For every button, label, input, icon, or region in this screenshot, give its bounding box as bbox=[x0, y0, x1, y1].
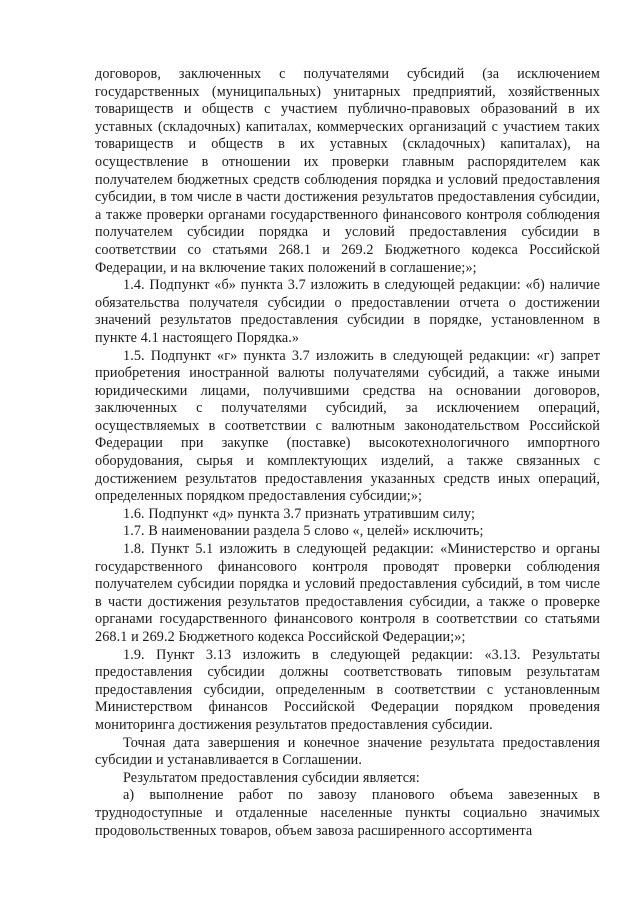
paragraph-continuation: договоров, заключенных с получателями субсидий (за исключением государственных (муниципальных) унитарных предприятий, хозяйственных товариществ и обществ с участием публично-правовых образований в их уставных (складочных) капиталах, коммерческих организаций с участием таких товариществ и обществ в их уставных (складочных) капиталах), на осуществление в отношении их проверки главным распорядителем как получателем бюджетных средств соблюдения порядка и условий предоставления субсидии, в том числе в части достижения результатов предоставления субсидии, а также проверки органами государственного финансового контроля соблюдения получателем субсидии порядка и условий предоставления субсидии в соответствии со статьями 268.1 и 269.2 Бюджетного кодекса Российской Федерации, и на включение таких положений в соглашение;»; bbox=[95, 66, 600, 276]
paragraph-completion-date: Точная дата завершения и конечное значение результата предоставления субсидии и устанавливается в Соглашении. bbox=[95, 734, 600, 769]
paragraph-1-6: 1.6. Подпункт «д» пункта 3.7 признать утратившим силу; bbox=[123, 505, 476, 522]
paragraph-1-9: 1.9. Пункт 3.13 изложить в следующей редакции: «3.13. Результаты предоставления субсидии должны соответствовать типовым результатам предоставления субсидии, определенным в соответствии с установленным Министерством финансов Российской Федерации порядком проведения мониторинга достижения результатов предоставления субсидии. bbox=[95, 646, 600, 733]
paragraph-result-intro: Результатом предоставления субсидии является: bbox=[123, 769, 420, 786]
paragraph-result-a: а) выполнение работ по завозу планового объема завезенных в труднодоступные и отдаленные населенные пункты социально значимых продовольственных товаров, объем завоза расширенного ассортимента bbox=[95, 787, 600, 839]
paragraph-1-8: 1.8. Пункт 5.1 изложить в следующей редакции: «Министерство и органы государственного финансового контроля проводят проверки соблюдения получателем субсидии порядка и условий предоставления субсидий, в том числе в части достижения результатов предоставления субсидии, а также о проверке органами государственного финансового контроля в соответствии со статьями 268.1 и 269.2 Бюджетного кодекса Российской Федерации;»; bbox=[95, 541, 600, 645]
paragraph-1-5: 1.5. Подпункт «г» пункта 3.7 изложить в следующей редакции: «г) запрет приобретения иностранной валюты получателями субсидий, а также иными юридическими лицами, получившими средства на основании договоров, заключенных с получателями субсидий, за исключением операций, осуществляемых в соответствии с валютным законодательством Российской Федерации при закупке (поставке) высокотехнологичного импортного оборудования, сырья и комплектующих изделий, а также связанных с достижением результатов предоставления указанных средств иных операций, определенных порядком предоставления субсидии;»; bbox=[95, 347, 600, 505]
paragraph-1-4: 1.4. Подпункт «б» пункта 3.7 изложить в следующей редакции: «б) наличие обязательства получателя субсидии о предоставлении отчета о достижении значений результатов предоставления субсидии в порядке, установленном в пункте 4.1 настоящего Порядка.» bbox=[95, 277, 600, 346]
paragraph-1-7: 1.7. В наименовании раздела 5 слово «, целей» исключить; bbox=[123, 523, 484, 540]
